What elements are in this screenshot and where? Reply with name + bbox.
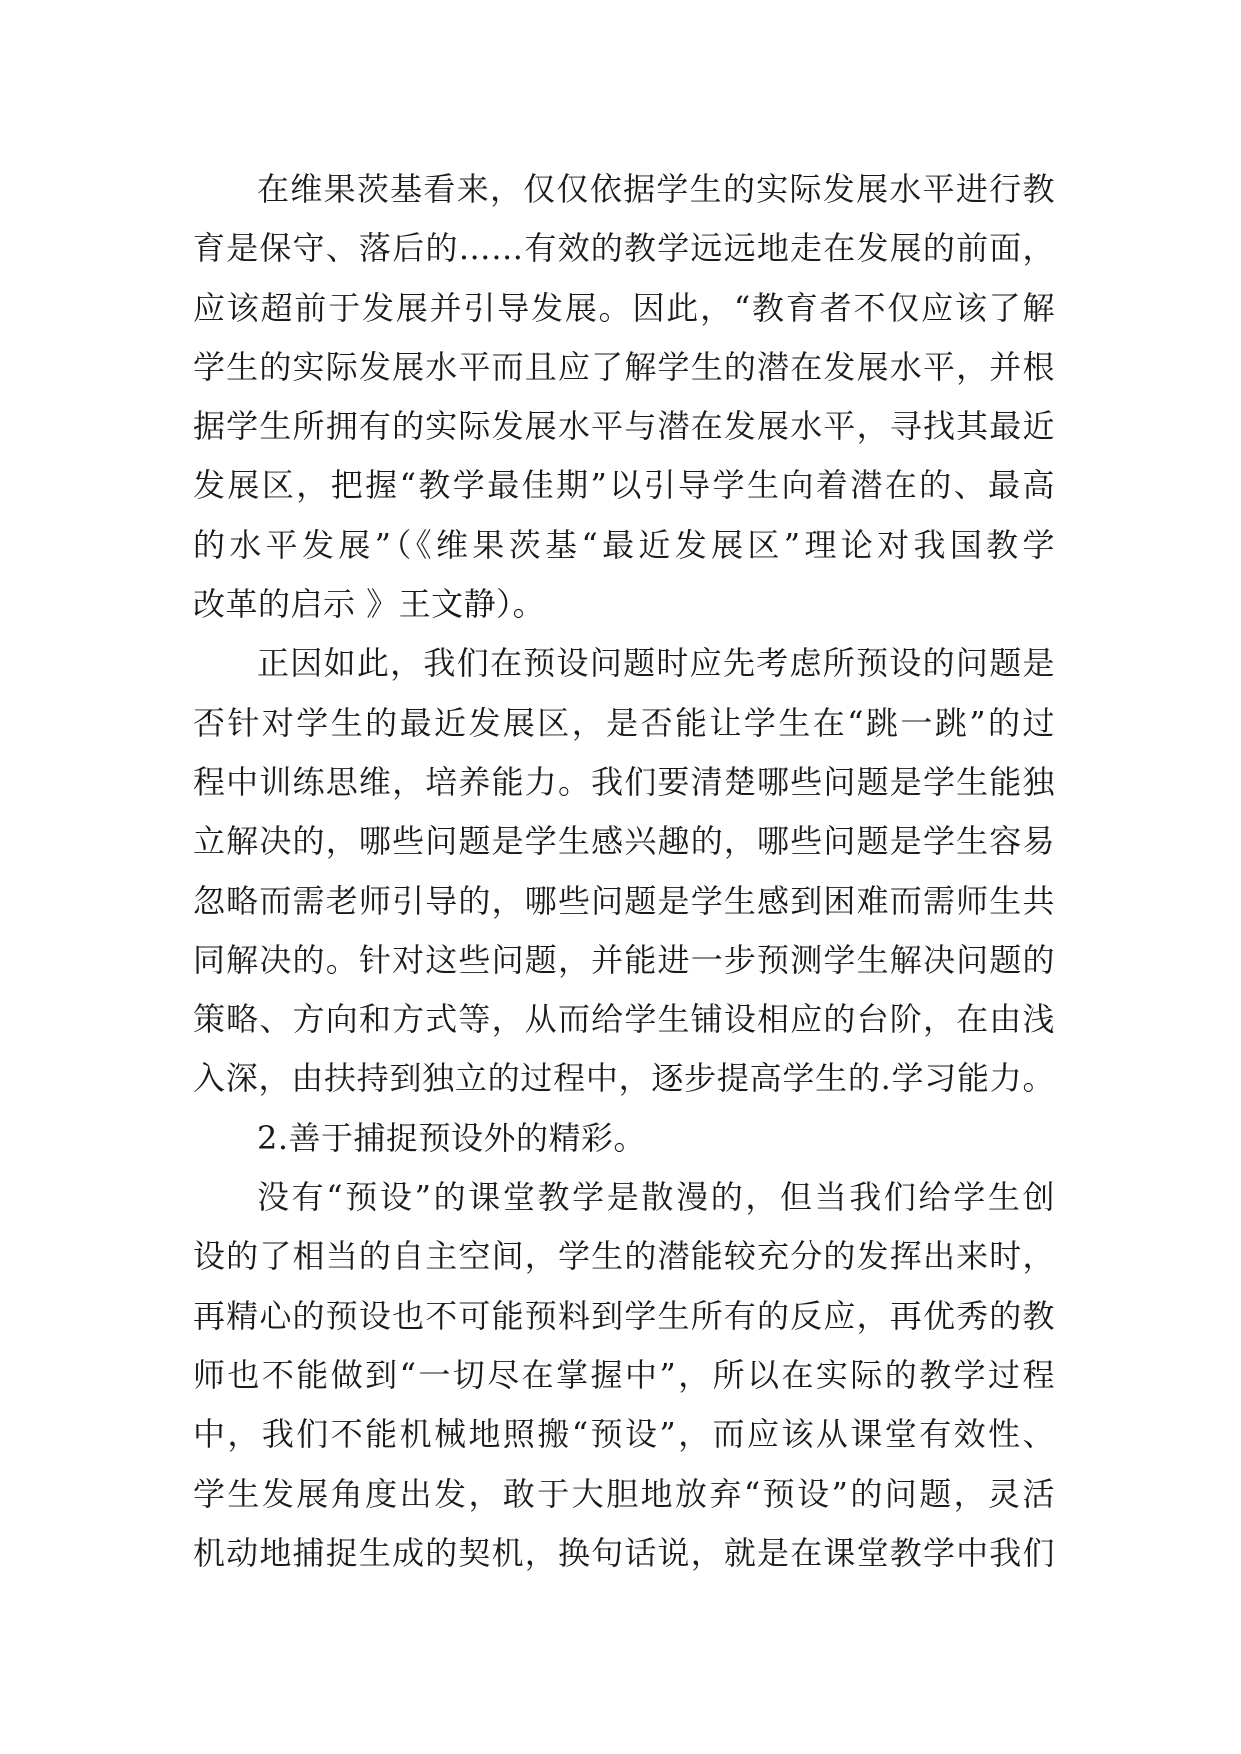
text-line: 同解决的。针对这些问题，并能进一步预测学生解决问题的 [193,940,1055,979]
paragraph-presetting-questions [193,634,1055,1108]
text-line: 策略、方向和方式等，从而给学生铺设相应的台阶，在由浅 [193,1000,1055,1039]
text-line: 学生的实际发展水平而且应了解学生的潜在发展水平，并根 [193,347,1055,386]
text-line: 发展区，把握“教学最佳期”以引导学生向着潜在的、最高 [193,466,1055,505]
heading-text: 2.善于捕捉预设外的精彩。 [257,1118,647,1157]
text-line: 再精心的预设也不可能预料到学生所有的反应，再优秀的教 [193,1296,1055,1335]
text-line: 育是保守、落后的……有效的教学远远地走在发展的前面， [193,229,1055,268]
text-line: 中，我们不能机械地照搬“预设”，而应该从课堂有效性、 [193,1415,1055,1454]
text-line: 应该超前于发展并引导发展。因此，“教育者不仅应该了解 [193,288,1055,327]
text-line: 学生发展角度出发，敢于大胆地放弃“预设”的问题，灵活 [193,1474,1055,1513]
text-line: 改革的启示 》王文静）。 [193,585,546,624]
text-line: 否针对学生的最近发展区，是否能让学生在“跳一跳”的过 [193,703,1055,742]
text-line: 据学生所拥有的实际发展水平与潜在发展水平，寻找其最近 [193,407,1055,446]
text-line: 没有“预设”的课堂教学是散漫的，但当我们给学生创 [257,1178,1055,1217]
text-line: 设的了相当的自主空间，学生的潜能较充分的发挥出来时， [193,1237,1055,1276]
paragraph-capture-beyond-preset [193,1168,1055,1583]
text-line: 入深，由扶持到独立的过程中，逐步提高学生的.学习能力。 [193,1059,1055,1098]
text-line: 的水平发展”（《维果茨基“最近发展区”理论对我国教学 [193,525,1055,564]
text-line: 忽略而需老师引导的，哪些问题是学生感到困难而需师生共 [193,881,1055,920]
text-line: 程中训练思维，培养能力。我们要清楚哪些问题是学生能独 [193,762,1055,801]
text-line: 正因如此，我们在预设问题时应先考虑所预设的问题是 [257,644,1055,683]
section-heading [193,1109,1055,1168]
text-line: 立解决的，哪些问题是学生感兴趣的，哪些问题是学生容易 [193,822,1055,861]
text-line: 师也不能做到“一切尽在掌握中”，所以在实际的教学过程 [193,1355,1055,1394]
paragraph-vygotsky [193,160,1055,634]
document-body [193,160,1055,1583]
text-line: 在维果茨基看来，仅仅依据学生的实际发展水平进行教 [257,170,1055,208]
text-line: 机动地捕捉生成的契机，换句话说，就是在课堂教学中我们 [193,1533,1055,1572]
